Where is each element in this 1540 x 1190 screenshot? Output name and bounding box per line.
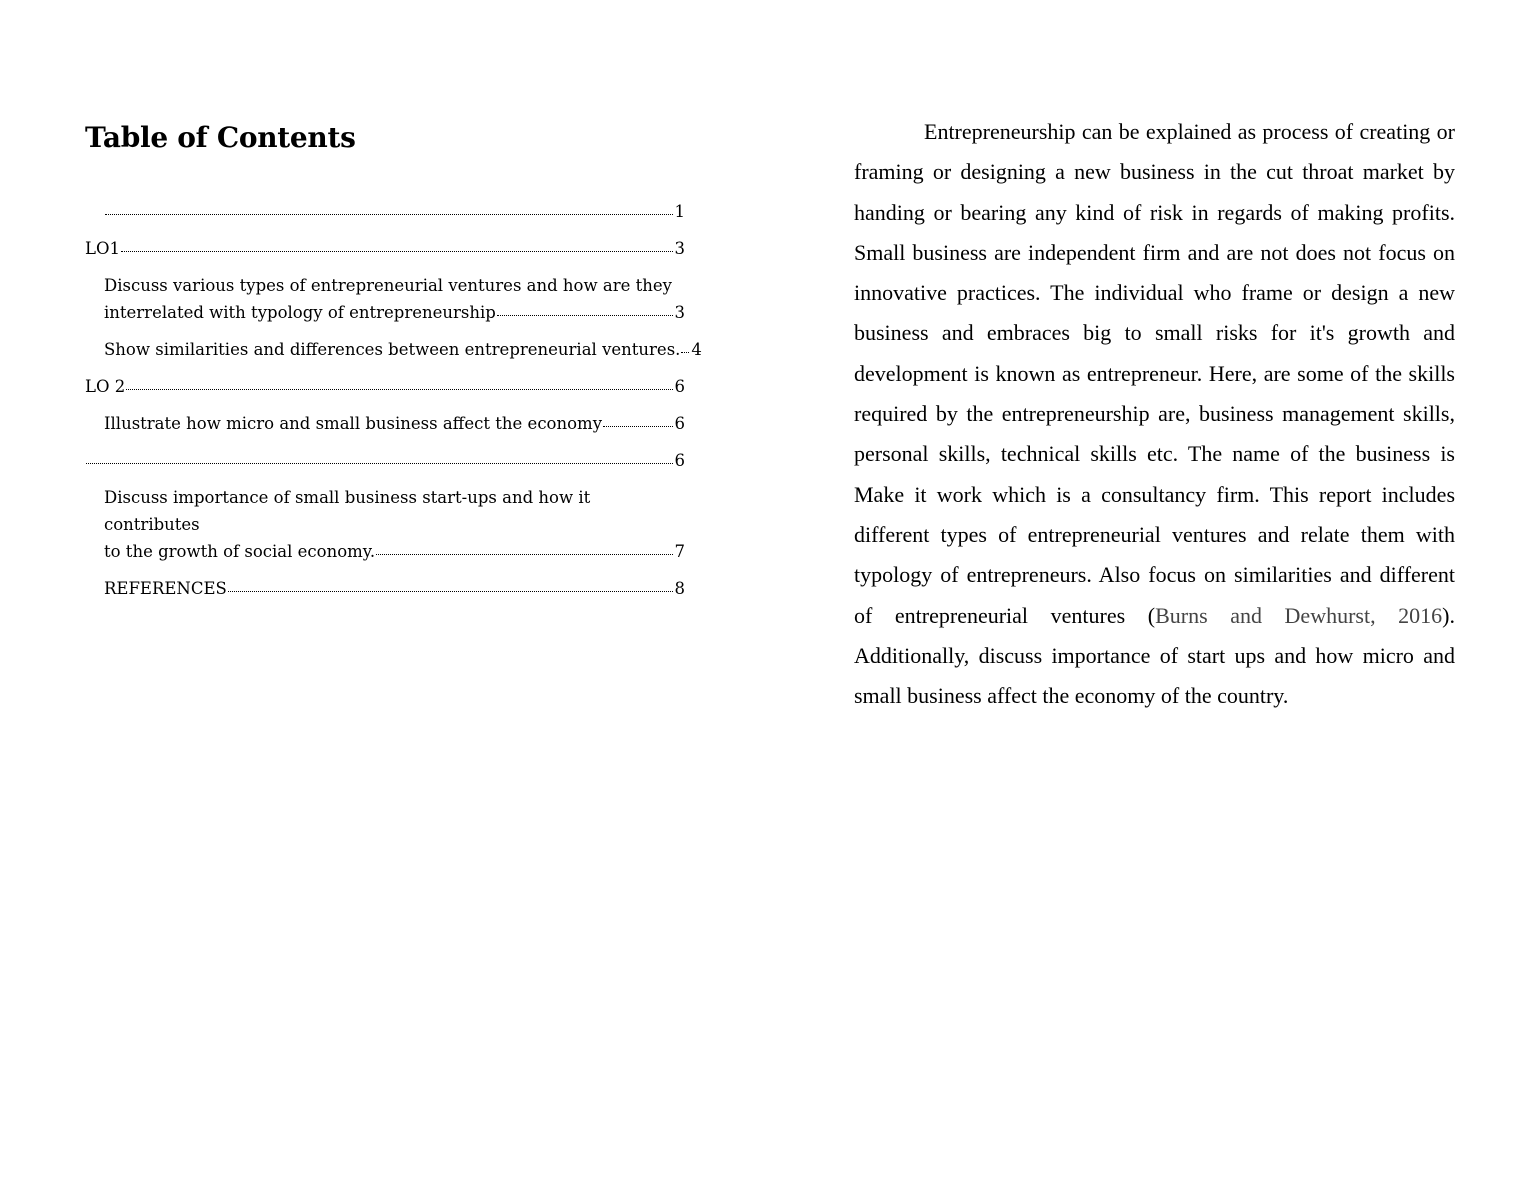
toc-entry-label: LO1 xyxy=(85,239,120,258)
toc-entry-label: Show similarities and differences between entrepreneurial ventures. xyxy=(104,340,681,359)
toc-entry-label: LO 2 xyxy=(85,377,126,396)
paragraph-text-continued: ). Additionally, discuss importance of start ups and how micro and small business affect the economy of the country. xyxy=(854,602,1455,709)
toc-dot-leader xyxy=(86,447,673,465)
toc-page xyxy=(85,118,702,612)
toc-entry-label: REFERENCES xyxy=(104,579,227,598)
toc-entry-page: 4 xyxy=(691,340,702,359)
toc-entry[interactable] xyxy=(85,198,685,225)
toc-entry[interactable] xyxy=(85,336,702,363)
introduction-paragraph xyxy=(854,112,1455,716)
toc-entry[interactable] xyxy=(85,373,685,400)
toc-dot-leader xyxy=(105,198,673,216)
toc-entry-page: 3 xyxy=(674,239,685,258)
toc-entry-page: 6 xyxy=(674,451,685,470)
toc-title: Table of Contents xyxy=(85,121,356,154)
toc-entry-page: 7 xyxy=(674,542,685,561)
toc-entry-label-line1: Discuss importance of small business start-ups and how it contributes xyxy=(104,488,591,534)
toc-entry-label: to the growth of social economy. xyxy=(104,542,376,561)
citation-link[interactable]: Burns and Dewhurst, 2016 xyxy=(1155,602,1443,628)
toc-entry[interactable] xyxy=(85,410,685,437)
toc-entry[interactable] xyxy=(85,575,685,602)
toc-dot-leader xyxy=(228,575,673,593)
toc-list xyxy=(85,198,702,602)
toc-entry[interactable] xyxy=(85,272,685,326)
toc-dot-leader xyxy=(121,235,673,253)
toc-dot-leader xyxy=(126,373,672,391)
toc-dot-leader xyxy=(681,336,689,354)
toc-entry[interactable] xyxy=(85,447,685,474)
toc-entry-page: 3 xyxy=(674,303,685,322)
toc-entry-page: 6 xyxy=(674,377,685,396)
toc-entry[interactable] xyxy=(85,484,685,565)
toc-entry-page: 1 xyxy=(674,202,685,221)
toc-entry-page: 6 xyxy=(674,414,685,433)
toc-entry-page: 8 xyxy=(674,579,685,598)
toc-entry-label: Illustrate how micro and small business affect the economy xyxy=(104,414,603,433)
paragraph-text: Entrepreneurship can be explained as process of creating or framing or designing a new business in the cut throat market by handing or bearing any kind of risk in regards of making profits. Small business are independent firm and are not does not focus on innovative practices. The individual who frame or design a new business and embraces big to small risks for it's growth and development is known as entrepreneur. Here, are some of the skills required by the entrepreneurship are, business management skills, personal skills, technical skills etc. The name of the business is Make it work which is a consultancy firm. This report includes different types of entrepreneurial ventures and relate them with typology of entrepreneurs. Also focus on similarities and different of entrepreneurial ventures ( xyxy=(854,119,1455,628)
toc-dot-leader xyxy=(376,538,672,556)
toc-dot-leader xyxy=(497,299,673,317)
toc-dot-leader xyxy=(603,410,672,428)
toc-entry-label: interrelated with typology of entrepreneurship xyxy=(104,303,496,322)
toc-entry-label-line1: Discuss various types of entrepreneurial ventures and how are they xyxy=(104,276,672,295)
toc-entry[interactable] xyxy=(85,235,685,262)
introduction-page xyxy=(854,112,1455,716)
